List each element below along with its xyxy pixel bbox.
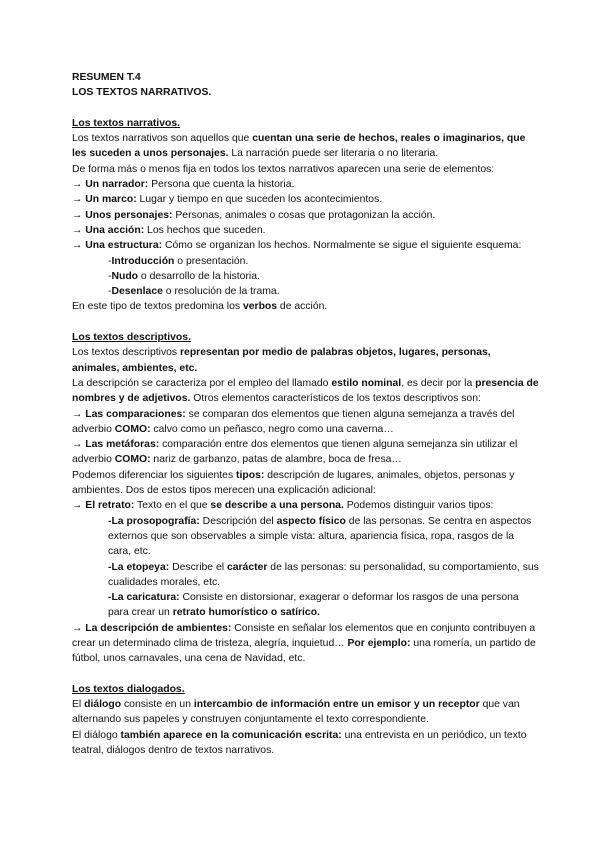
section-title-descriptivos: Los textos descriptivos.	[72, 332, 191, 344]
bold-span: Por ejemplo:	[347, 637, 411, 649]
esquema-item	[72, 254, 540, 269]
descriptivos-comparaciones	[72, 407, 540, 438]
bold-span: COMO:	[114, 454, 151, 466]
text-span: Podemos distinguir varios tipos:	[343, 500, 494, 512]
narrativos-item	[72, 208, 540, 223]
item-term: → La descripción de ambientes:	[72, 622, 232, 634]
descriptivos-metaforas	[72, 437, 540, 468]
text-span: -	[108, 255, 112, 267]
item-text: Cómo se organizan los hechos. Normalmente se sigue el siguiente esquema:	[162, 240, 522, 252]
text-span: El	[72, 699, 85, 711]
item-term: → Las comparaciones:	[72, 408, 186, 420]
descriptivos-retrato	[72, 498, 540, 513]
text-span: de acción.	[277, 301, 328, 313]
text-span: comparación entre dos elementos que tienen alguna semejanza sin utilizar el adverbio	[72, 439, 518, 466]
bold-span: estilo nominal	[331, 377, 402, 389]
dialogados-p2	[72, 728, 540, 759]
bold-span: intercambio de información entre un emisor y un receptor	[193, 699, 480, 711]
bold-span: verbos	[242, 301, 278, 313]
item-term: -La etopeya:	[108, 561, 170, 573]
document-header-line2: LOS TEXTOS NARRATIVOS.	[72, 87, 212, 99]
bold-span: presencia de nombres y de adjetivos.	[72, 377, 539, 405]
text-span: calvo como un peñasco, negro como una caverna…	[150, 423, 394, 435]
document-page	[72, 70, 540, 758]
text-span: Los textos narrativos son aquellos que	[72, 133, 253, 145]
narrativos-item	[72, 223, 540, 238]
item-term: → Una estructura:	[72, 240, 163, 252]
item-text: o presentación.	[174, 255, 249, 267]
text-span: que van alternando sus papeles y construyen conjuntamente el texto correspondiente.	[72, 699, 520, 726]
item-text: o desarrollo de la historia.	[138, 270, 260, 282]
text-span: Describe el	[169, 561, 227, 573]
text-span: -	[108, 270, 112, 282]
bold-span: se describe a una persona.	[210, 500, 344, 512]
text-span: Texto en el que	[134, 500, 211, 512]
text-span: de las personas: su personalidad, su comportamiento, sus cualidades morales, etc.	[108, 561, 539, 588]
bold-span: aspecto físico	[276, 515, 346, 527]
item-term: → Las metáforas:	[72, 439, 160, 451]
item-term: → Un narrador:	[72, 179, 149, 191]
text-span: La descripción se caracteriza por el empleo del llamado	[72, 377, 332, 389]
text-span: una entrevista en un periódico, un texto teatral, diálogos dentro de textos narrativos.	[72, 729, 527, 757]
esquema-item	[72, 284, 540, 299]
text-span: descripción de lugares, animales, objetos, personas y ambientes. Dos de estos tipos merecen una explicación adicional:	[72, 469, 515, 497]
text-span: nariz de garbanzo, patas de alambre, boca de fresa…	[150, 454, 402, 466]
item-term: Desenlace	[111, 286, 163, 298]
bold-span: retrato humorístico o satírico.	[172, 607, 320, 619]
descriptivos-intro	[72, 345, 540, 376]
text-span: de las personas. Se centra en aspectos externos que son observables a simple vista: altura, apariencia física, ropa, rasgos de la cara, etc.	[108, 515, 532, 558]
section-title-narrativos: Los textos narrativos.	[72, 117, 180, 129]
bold-span: también aparece en la comunicación escrita:	[120, 729, 342, 741]
item-text: Los hechos que suceden.	[144, 224, 266, 236]
spacer	[72, 667, 540, 682]
bold-span: carácter	[226, 561, 268, 573]
item-text: Persona que cuenta la historia.	[148, 179, 295, 191]
bold-span: diálogo	[84, 699, 122, 711]
item-term: → El retrato:	[72, 500, 135, 512]
text-span: Podemos diferenciar los siguientes	[72, 469, 237, 481]
esquema-item	[72, 269, 540, 284]
text-span: Consiste en distorsionar, exagerar o deformar los rasgos de una persona para crear un	[108, 592, 519, 619]
text-span: La narración puede ser literaria o no literaria.	[228, 148, 439, 160]
text-span: Consiste en señalar los elementos que en conjunto contribuyen a crear un determinado clima de tristeza, alegría, inquietud…	[72, 622, 536, 649]
narrativos-verbos	[72, 299, 540, 314]
text-span: Descripción del	[199, 515, 277, 527]
bold-span: tipos:	[236, 469, 265, 481]
bold-span: COMO:	[114, 423, 151, 435]
text-span: El diálogo	[72, 729, 121, 741]
section-title-dialogados: Los textos dialogados.	[72, 683, 185, 695]
text-span: Otros elementos característicos de los textos descriptivos son:	[190, 393, 481, 405]
retrato-etopeya	[72, 560, 540, 591]
spacer	[72, 315, 540, 330]
descriptivos-desc	[72, 376, 540, 407]
retrato-prosopografia	[72, 514, 540, 560]
text-span: En este tipo de textos predomina los	[72, 301, 243, 313]
narrativos-elementos: De forma más o menos fija en todos los textos narrativos aparecen una serie de elementos:	[72, 163, 495, 175]
narrativos-item	[72, 192, 540, 207]
retrato-caricatura	[72, 590, 540, 621]
bold-span: representan por medio de palabras objetos, lugares, personas, animales, ambientes, etc.	[72, 347, 491, 374]
spacer	[72, 101, 540, 116]
text-span: Los textos descriptivos	[72, 347, 180, 359]
item-term: → Una acción:	[72, 224, 145, 236]
descriptivos-tipos	[72, 468, 540, 499]
descriptivos-ambientes	[72, 621, 540, 667]
item-term: -La caricatura:	[108, 592, 180, 604]
narrativos-item	[72, 177, 540, 192]
document-header-line1: RESUMEN T.4	[72, 72, 141, 83]
bold-span: cuentan una serie de hechos, reales o imaginarios, que les suceden a unos personajes.	[72, 133, 526, 160]
item-term: → Un marco:	[72, 194, 137, 206]
narrativos-intro	[72, 131, 540, 162]
narrativos-item	[72, 238, 540, 253]
text-span: se comparan dos elementos que tienen alguna semejanza a través del adverbio	[72, 408, 515, 435]
item-text: Lugar y tiempo en que suceden los acontecimientos.	[136, 194, 383, 206]
item-term: -La prosopografía:	[108, 515, 200, 527]
dialogados-p1	[72, 697, 540, 728]
item-text: Personas, animales o cosas que protagonizan la acción.	[172, 209, 436, 221]
text-span: , es decir por la	[401, 377, 476, 389]
item-term: Introducción	[111, 255, 175, 267]
text-span: una romería, un partido de fútbol, unos carnavales, una cena de Navidad, etc.	[72, 637, 536, 665]
text-span: -	[108, 286, 112, 298]
text-span: consiste en un	[121, 699, 194, 711]
item-text: o resolución de la trama.	[162, 286, 280, 298]
item-term: → Unos personajes:	[72, 209, 173, 221]
item-term: Nudo	[111, 270, 139, 282]
